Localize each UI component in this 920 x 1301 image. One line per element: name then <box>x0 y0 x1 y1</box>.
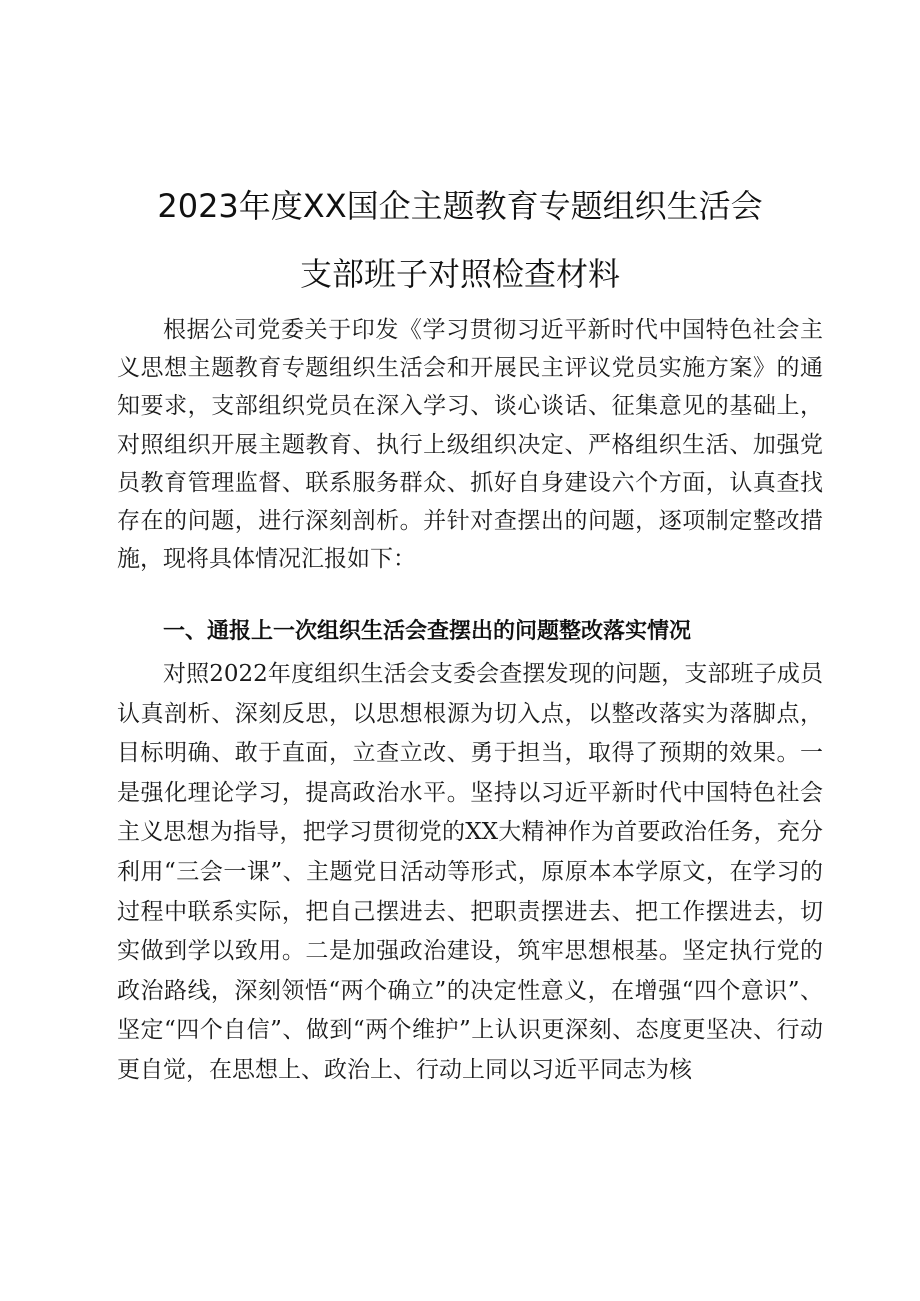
intro-paragraph: 根据公司党委关于印发《学习贯彻习近平新时代中国特色社会主义思想主题教育专题组织生活会和开展民主评议党员实施方案》的通知要求，支部组织党员在深入学习、谈心谈话、征集意见的基础上，对照组织开展主题教育、执行上级组织决定、严格组织生活、加强党员教育管理监督、联系服务群众、抓好自身建设六个方面，认真查找存在的问题，进行深刻剖析。并针对查摆出的问题，逐项制定整改措施，现将具体情况汇报如下： <box>117 317 823 573</box>
document-title-line-2: 支部班子对照检查材料 <box>299 255 620 293</box>
section-1-paragraph: 对照2022年度组织生活会支委会查摆发现的问题，支部班子成员认真剖析、深刻反思，以思想根源为切入点，以整改落实为落脚点，目标明确、敢于直面，立查立改、勇于担当，取得了预期的效果。一是强化理论学习，提高政治水平。坚持以习近平新时代中国特色社会主义思想为指导，把学习贯彻党的XX大精神作为首要政治任务，充分利用“三会一课”、主题党日活动等形式，原原本本学原文，在学习的过程中联系实际，把自己摆进去、把职责摆进去、把工作摆进去，切实做到学以致用。二是加强政治建设，筑牢思想根基。坚定执行党的政治路线，深刻领悟“两个确立”的决定性意义，在增强“四个意识”、坚定“四个自信”、做到“两个维护”上认识更深刻、态度更坚决、行动更自觉，在思想上、政治上、行动上同以习近平同志为核 <box>117 661 823 1083</box>
section-1-heading: 一、通报上一次组织生活会查摆出的问题整改落实情况 <box>163 619 692 644</box>
document-title-line-1: 2023年度XX国企主题教育专题组织生活会 <box>157 187 763 225</box>
